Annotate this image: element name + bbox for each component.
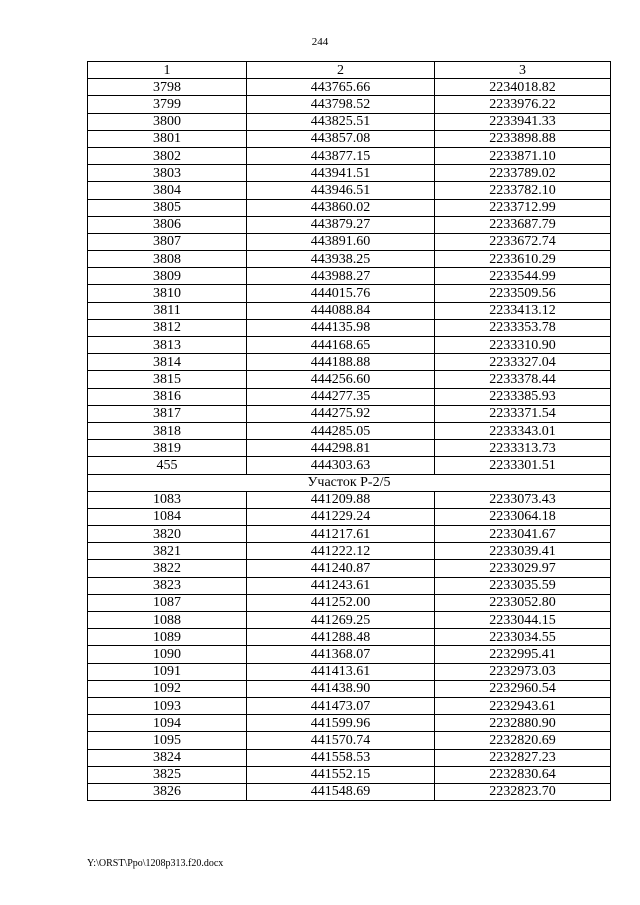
y-coordinate-cell: 2232830.64 — [435, 766, 611, 783]
y-coordinate-cell: 2233034.55 — [435, 629, 611, 646]
x-coordinate-cell: 441240.87 — [247, 560, 435, 577]
point-number-cell: 3807 — [88, 233, 247, 250]
table-row — [88, 440, 611, 457]
table-row — [88, 646, 611, 663]
y-coordinate-cell: 2233378.44 — [435, 371, 611, 388]
table-row — [88, 96, 611, 113]
x-coordinate-cell: 444135.98 — [247, 319, 435, 336]
point-number-cell: 3817 — [88, 405, 247, 422]
point-number-cell: 3819 — [88, 440, 247, 457]
y-coordinate-cell: 2233976.22 — [435, 96, 611, 113]
x-coordinate-cell: 443891.60 — [247, 233, 435, 250]
y-coordinate-cell: 2233898.88 — [435, 130, 611, 147]
y-coordinate-cell: 2233371.54 — [435, 405, 611, 422]
point-number-cell: 3814 — [88, 354, 247, 371]
table-row — [88, 697, 611, 714]
table-row — [88, 766, 611, 783]
x-coordinate-cell: 441473.07 — [247, 697, 435, 714]
point-number-cell: 455 — [88, 457, 247, 474]
table-row — [88, 457, 611, 474]
point-number-cell: 3806 — [88, 216, 247, 233]
point-number-cell: 1094 — [88, 715, 247, 732]
y-coordinate-cell: 2233610.29 — [435, 251, 611, 268]
y-coordinate-cell: 2232827.23 — [435, 749, 611, 766]
x-coordinate-cell: 441252.00 — [247, 594, 435, 611]
point-number-cell: 3809 — [88, 268, 247, 285]
y-coordinate-cell: 2232820.69 — [435, 732, 611, 749]
y-coordinate-cell: 2233039.41 — [435, 543, 611, 560]
point-number-cell: 3821 — [88, 543, 247, 560]
table-row — [88, 612, 611, 629]
table-row — [88, 508, 611, 525]
table-row — [88, 749, 611, 766]
table-row — [88, 715, 611, 732]
header-col-3: 3 — [435, 62, 611, 79]
point-number-cell: 1091 — [88, 663, 247, 680]
y-coordinate-cell: 2233871.10 — [435, 147, 611, 164]
y-coordinate-cell: 2233544.99 — [435, 268, 611, 285]
x-coordinate-cell: 444168.65 — [247, 337, 435, 354]
y-coordinate-cell: 2233064.18 — [435, 508, 611, 525]
y-coordinate-cell: 2233313.73 — [435, 440, 611, 457]
header-col-2: 2 — [247, 62, 435, 79]
x-coordinate-cell: 443825.51 — [247, 113, 435, 130]
section-title: Участок Р-2/5 — [88, 474, 611, 491]
table-row — [88, 543, 611, 560]
point-number-cell: 3805 — [88, 199, 247, 216]
table-row — [88, 182, 611, 199]
section-row — [88, 474, 611, 491]
x-coordinate-cell: 441548.69 — [247, 783, 435, 800]
point-number-cell: 1090 — [88, 646, 247, 663]
point-number-cell: 3825 — [88, 766, 247, 783]
table-row — [88, 337, 611, 354]
table-row — [88, 79, 611, 96]
table-row — [88, 680, 611, 697]
x-coordinate-cell: 444298.81 — [247, 440, 435, 457]
table-row — [88, 216, 611, 233]
table-row — [88, 405, 611, 422]
point-number-cell: 1093 — [88, 697, 247, 714]
coordinates-table — [87, 61, 611, 801]
y-coordinate-cell: 2233712.99 — [435, 199, 611, 216]
footer-file-path: Y:\ORST\Ppo\1208p313.f20.docx — [87, 858, 224, 869]
table-row — [88, 388, 611, 405]
table-row — [88, 285, 611, 302]
point-number-cell: 3811 — [88, 302, 247, 319]
point-number-cell: 3802 — [88, 147, 247, 164]
point-number-cell: 3816 — [88, 388, 247, 405]
x-coordinate-cell: 441599.96 — [247, 715, 435, 732]
point-number-cell: 3822 — [88, 560, 247, 577]
x-coordinate-cell: 443988.27 — [247, 268, 435, 285]
x-coordinate-cell: 444256.60 — [247, 371, 435, 388]
point-number-cell: 3815 — [88, 371, 247, 388]
y-coordinate-cell: 2233073.43 — [435, 491, 611, 508]
y-coordinate-cell: 2233672.74 — [435, 233, 611, 250]
y-coordinate-cell: 2232995.41 — [435, 646, 611, 663]
x-coordinate-cell: 441209.88 — [247, 491, 435, 508]
x-coordinate-cell: 444275.92 — [247, 405, 435, 422]
y-coordinate-cell: 2234018.82 — [435, 79, 611, 96]
point-number-cell: 3799 — [88, 96, 247, 113]
x-coordinate-cell: 443938.25 — [247, 251, 435, 268]
x-coordinate-cell: 441288.48 — [247, 629, 435, 646]
x-coordinate-cell: 441570.74 — [247, 732, 435, 749]
table-row — [88, 594, 611, 611]
table-header — [88, 62, 611, 79]
x-coordinate-cell: 441222.12 — [247, 543, 435, 560]
page-number: 244 — [311, 36, 329, 48]
y-coordinate-cell: 2232943.61 — [435, 697, 611, 714]
table-body — [88, 79, 611, 801]
point-number-cell: 3823 — [88, 577, 247, 594]
x-coordinate-cell: 444015.76 — [247, 285, 435, 302]
point-number-cell: 3813 — [88, 337, 247, 354]
table-row — [88, 165, 611, 182]
table-row — [88, 354, 611, 371]
point-number-cell: 3820 — [88, 526, 247, 543]
x-coordinate-cell: 441413.61 — [247, 663, 435, 680]
x-coordinate-cell: 441217.61 — [247, 526, 435, 543]
y-coordinate-cell: 2233343.01 — [435, 422, 611, 439]
table-row — [88, 251, 611, 268]
point-number-cell: 3808 — [88, 251, 247, 268]
y-coordinate-cell: 2233327.04 — [435, 354, 611, 371]
y-coordinate-cell: 2233509.56 — [435, 285, 611, 302]
x-coordinate-cell: 443879.27 — [247, 216, 435, 233]
y-coordinate-cell: 2233029.97 — [435, 560, 611, 577]
point-number-cell: 3803 — [88, 165, 247, 182]
x-coordinate-cell: 443877.15 — [247, 147, 435, 164]
point-number-cell: 3810 — [88, 285, 247, 302]
x-coordinate-cell: 441552.15 — [247, 766, 435, 783]
table-row — [88, 629, 611, 646]
point-number-cell: 3798 — [88, 79, 247, 96]
table-row — [88, 319, 611, 336]
x-coordinate-cell: 444285.05 — [247, 422, 435, 439]
table-row — [88, 113, 611, 130]
header-col-1: 1 — [88, 62, 247, 79]
x-coordinate-cell: 444303.63 — [247, 457, 435, 474]
point-number-cell: 1088 — [88, 612, 247, 629]
x-coordinate-cell: 443798.52 — [247, 96, 435, 113]
table-row — [88, 130, 611, 147]
x-coordinate-cell: 443860.02 — [247, 199, 435, 216]
y-coordinate-cell: 2233941.33 — [435, 113, 611, 130]
y-coordinate-cell: 2233052.80 — [435, 594, 611, 611]
x-coordinate-cell: 441558.53 — [247, 749, 435, 766]
y-coordinate-cell: 2233353.78 — [435, 319, 611, 336]
x-coordinate-cell: 441438.90 — [247, 680, 435, 697]
x-coordinate-cell: 443941.51 — [247, 165, 435, 182]
y-coordinate-cell: 2233035.59 — [435, 577, 611, 594]
point-number-cell: 3826 — [88, 783, 247, 800]
point-number-cell: 3818 — [88, 422, 247, 439]
header-row — [88, 62, 611, 79]
x-coordinate-cell: 441368.07 — [247, 646, 435, 663]
x-coordinate-cell: 444277.35 — [247, 388, 435, 405]
point-number-cell: 1092 — [88, 680, 247, 697]
x-coordinate-cell: 444188.88 — [247, 354, 435, 371]
y-coordinate-cell: 2233385.93 — [435, 388, 611, 405]
y-coordinate-cell: 2233413.12 — [435, 302, 611, 319]
table-row — [88, 371, 611, 388]
table-row — [88, 732, 611, 749]
table-row — [88, 422, 611, 439]
table-row — [88, 268, 611, 285]
table-row — [88, 233, 611, 250]
table-row — [88, 663, 611, 680]
y-coordinate-cell: 2232973.03 — [435, 663, 611, 680]
y-coordinate-cell: 2232823.70 — [435, 783, 611, 800]
y-coordinate-cell: 2233041.67 — [435, 526, 611, 543]
y-coordinate-cell: 2232960.54 — [435, 680, 611, 697]
point-number-cell: 3800 — [88, 113, 247, 130]
table-row — [88, 302, 611, 319]
y-coordinate-cell: 2233044.15 — [435, 612, 611, 629]
table-row — [88, 577, 611, 594]
y-coordinate-cell: 2233782.10 — [435, 182, 611, 199]
table-row — [88, 560, 611, 577]
point-number-cell: 1083 — [88, 491, 247, 508]
y-coordinate-cell: 2233301.51 — [435, 457, 611, 474]
y-coordinate-cell: 2233789.02 — [435, 165, 611, 182]
table-row — [88, 147, 611, 164]
x-coordinate-cell: 443765.66 — [247, 79, 435, 96]
x-coordinate-cell: 443946.51 — [247, 182, 435, 199]
point-number-cell: 3824 — [88, 749, 247, 766]
table-row — [88, 783, 611, 800]
point-number-cell: 1089 — [88, 629, 247, 646]
y-coordinate-cell: 2233687.79 — [435, 216, 611, 233]
table-row — [88, 526, 611, 543]
point-number-cell: 3812 — [88, 319, 247, 336]
point-number-cell: 3804 — [88, 182, 247, 199]
x-coordinate-cell: 441243.61 — [247, 577, 435, 594]
x-coordinate-cell: 443857.08 — [247, 130, 435, 147]
point-number-cell: 3801 — [88, 130, 247, 147]
table-row — [88, 491, 611, 508]
point-number-cell: 1084 — [88, 508, 247, 525]
table-row — [88, 199, 611, 216]
x-coordinate-cell: 441229.24 — [247, 508, 435, 525]
x-coordinate-cell: 441269.25 — [247, 612, 435, 629]
point-number-cell: 1087 — [88, 594, 247, 611]
point-number-cell: 1095 — [88, 732, 247, 749]
y-coordinate-cell: 2233310.90 — [435, 337, 611, 354]
y-coordinate-cell: 2232880.90 — [435, 715, 611, 732]
x-coordinate-cell: 444088.84 — [247, 302, 435, 319]
